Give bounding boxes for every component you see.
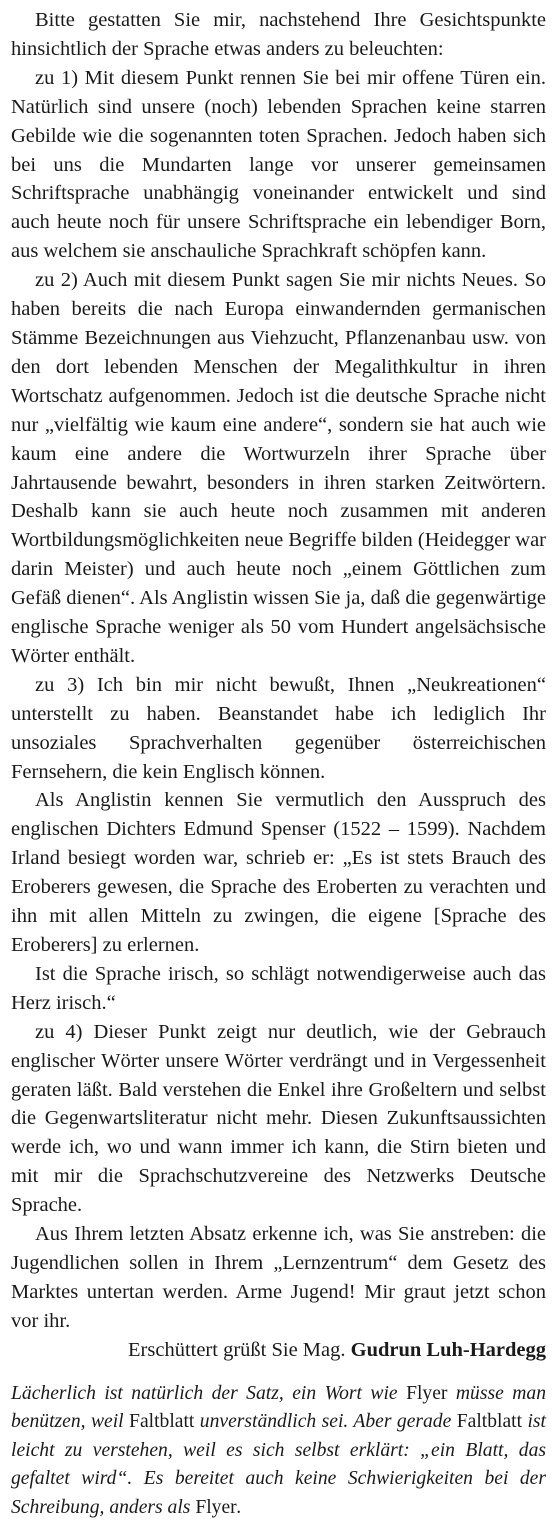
editor-note-word-flyer: Flyer	[406, 1382, 448, 1404]
letter-paragraph-spenser: Als Anglistin kennen Sie vermutlich den Ausspruch des englischen Dichters Edmund Spenser (1522 – 1599). Nachdem Irland besiegt worden war, schrieb er: „Es ist stets Brauch des Eroberers gewesen, die Sprache des Eroberten zu verachten und ihn mit allen Mitteln zu zwingen, die eigene [Sprache des Eroberers] zu erlernen.	[11, 789, 546, 956]
signature-author-name: Gudrun Luh-Hardegg	[350, 1338, 546, 1361]
editor-note-text-1: Lächerlich ist natürlich der Satz, ein Wort wie	[11, 1382, 407, 1404]
letter-paragraph-intro: Bitte gestatten Sie mir, nachstehend Ihre Gesichtspunkte hinsichtlich der Sprache etwas anders zu beleuchten:	[11, 9, 546, 60]
editor-note-text-2: müsse man benützen, weil	[11, 1382, 546, 1433]
editor-note-text-5: .	[236, 1496, 242, 1518]
letter-paragraph-closing: Aus Ihrem letzten Absatz erkenne ich, was Sie anstreben: die Jugendlichen sollen in Ihrem „Lernzentrum“ dem Gesetz des Marktes untertan werden. Arme Jugend! Mir graut jetzt schon vor ihr.	[11, 1223, 546, 1332]
editor-note-text-3: unverständlich sei. Aber gerade	[194, 1411, 457, 1433]
editor-note-word-faltblatt: Faltblatt	[129, 1411, 195, 1433]
editor-note-word-faltblatt-2: Faltblatt	[456, 1411, 523, 1433]
letter-signature	[11, 1336, 546, 1365]
signature-greeting: Erschüttert grüßt Sie Mag.	[128, 1338, 346, 1361]
letter-paragraph-point-4: zu 4) Dieser Punkt zeigt nur deutlich, wie der Gebrauch englischer Wörter unsere Wörter verdrängt und in Vergessenheit geraten läßt. Bald verstehen die Enkel ihre Großeltern und selbst die Gegenwartsliteratur nicht mehr. Diesen Zukunftsaussichten werde ich, wo und wann immer ich kann, die Stirn bieten und mit mir die Sprachschutzvereine des Netzwerks Deutsche Sprache.	[11, 1020, 546, 1217]
letter-body	[11, 6, 546, 1365]
letter-paragraph-point-1: zu 1) Mit diesem Punkt rennen Sie bei mir offene Türen ein. Natürlich sind unsere (noch) lebenden Sprachen keine starren Gebilde wie die sogenannten toten Sprachen. Jedoch haben sich bei uns die Mundarten lange vor unserer gemeinsamen Schriftsprache unabhängig voneinander entwickelt und sind auch heute noch für unsere Schriftsprache ein lebendiger Born, aus welchem sie anschauliche Sprachkraft schöpfen kann.	[11, 66, 546, 263]
editor-note-text-4: ist leicht zu verstehen, weil es sich selbst erklärt: „ein Blatt, das gefaltet wird“. Es bereitet auch keine Schwierigkeiten bei der Schreibung, anders als	[11, 1411, 546, 1518]
letter-paragraph-point-2: zu 2) Auch mit diesem Punkt sagen Sie mir nichts Neues. So haben bereits die nach Europa einwandernden germanischen Stämme Bezeichnungen aus Viehzucht, Pflanzenanbau usw. von den dort lebenden Menschen der Megalithkultur in ihren Wortschatz aufgenommen. Jedoch ist die deutsche Sprache nicht nur „vielfältig wie kaum eine andere“, sondern sie hat auch wie kaum eine andere die Wortwurzeln ihrer Sprache über Jahrtausende bewahrt, besonders in ihren starken Zeitwörtern. Deshalb kann sie auch heute noch zusammen mit anderen Wortbildungsmöglichkeiten neue Begriffe bilden (Heidegger war darin Meister) und auch heute noch „einem Göttlichen zum Gefäß dienen“. Als Anglistin wissen Sie ja, daß die gegenwärtige englische Sprache weniger als 50 vom Hundert angelsächsische Wörter enthält.	[11, 269, 546, 667]
letter-paragraph-point-3: zu 3) Ich bin mir nicht bewußt, Ihnen „Neukreationen“ unterstellt zu haben. Beanstandet habe ich lediglich Ihr unsoziales Sprachverhalten gegenüber österreichischen Fernsehern, die kein Englisch können.	[11, 673, 546, 783]
editor-note	[11, 1380, 546, 1523]
editor-note-word-flyer-2: Flyer	[195, 1496, 237, 1518]
letter-paragraph-spenser-end: Ist die Sprache irisch, so schlägt notwendigerweise auch das Herz irisch.“	[11, 962, 546, 1014]
